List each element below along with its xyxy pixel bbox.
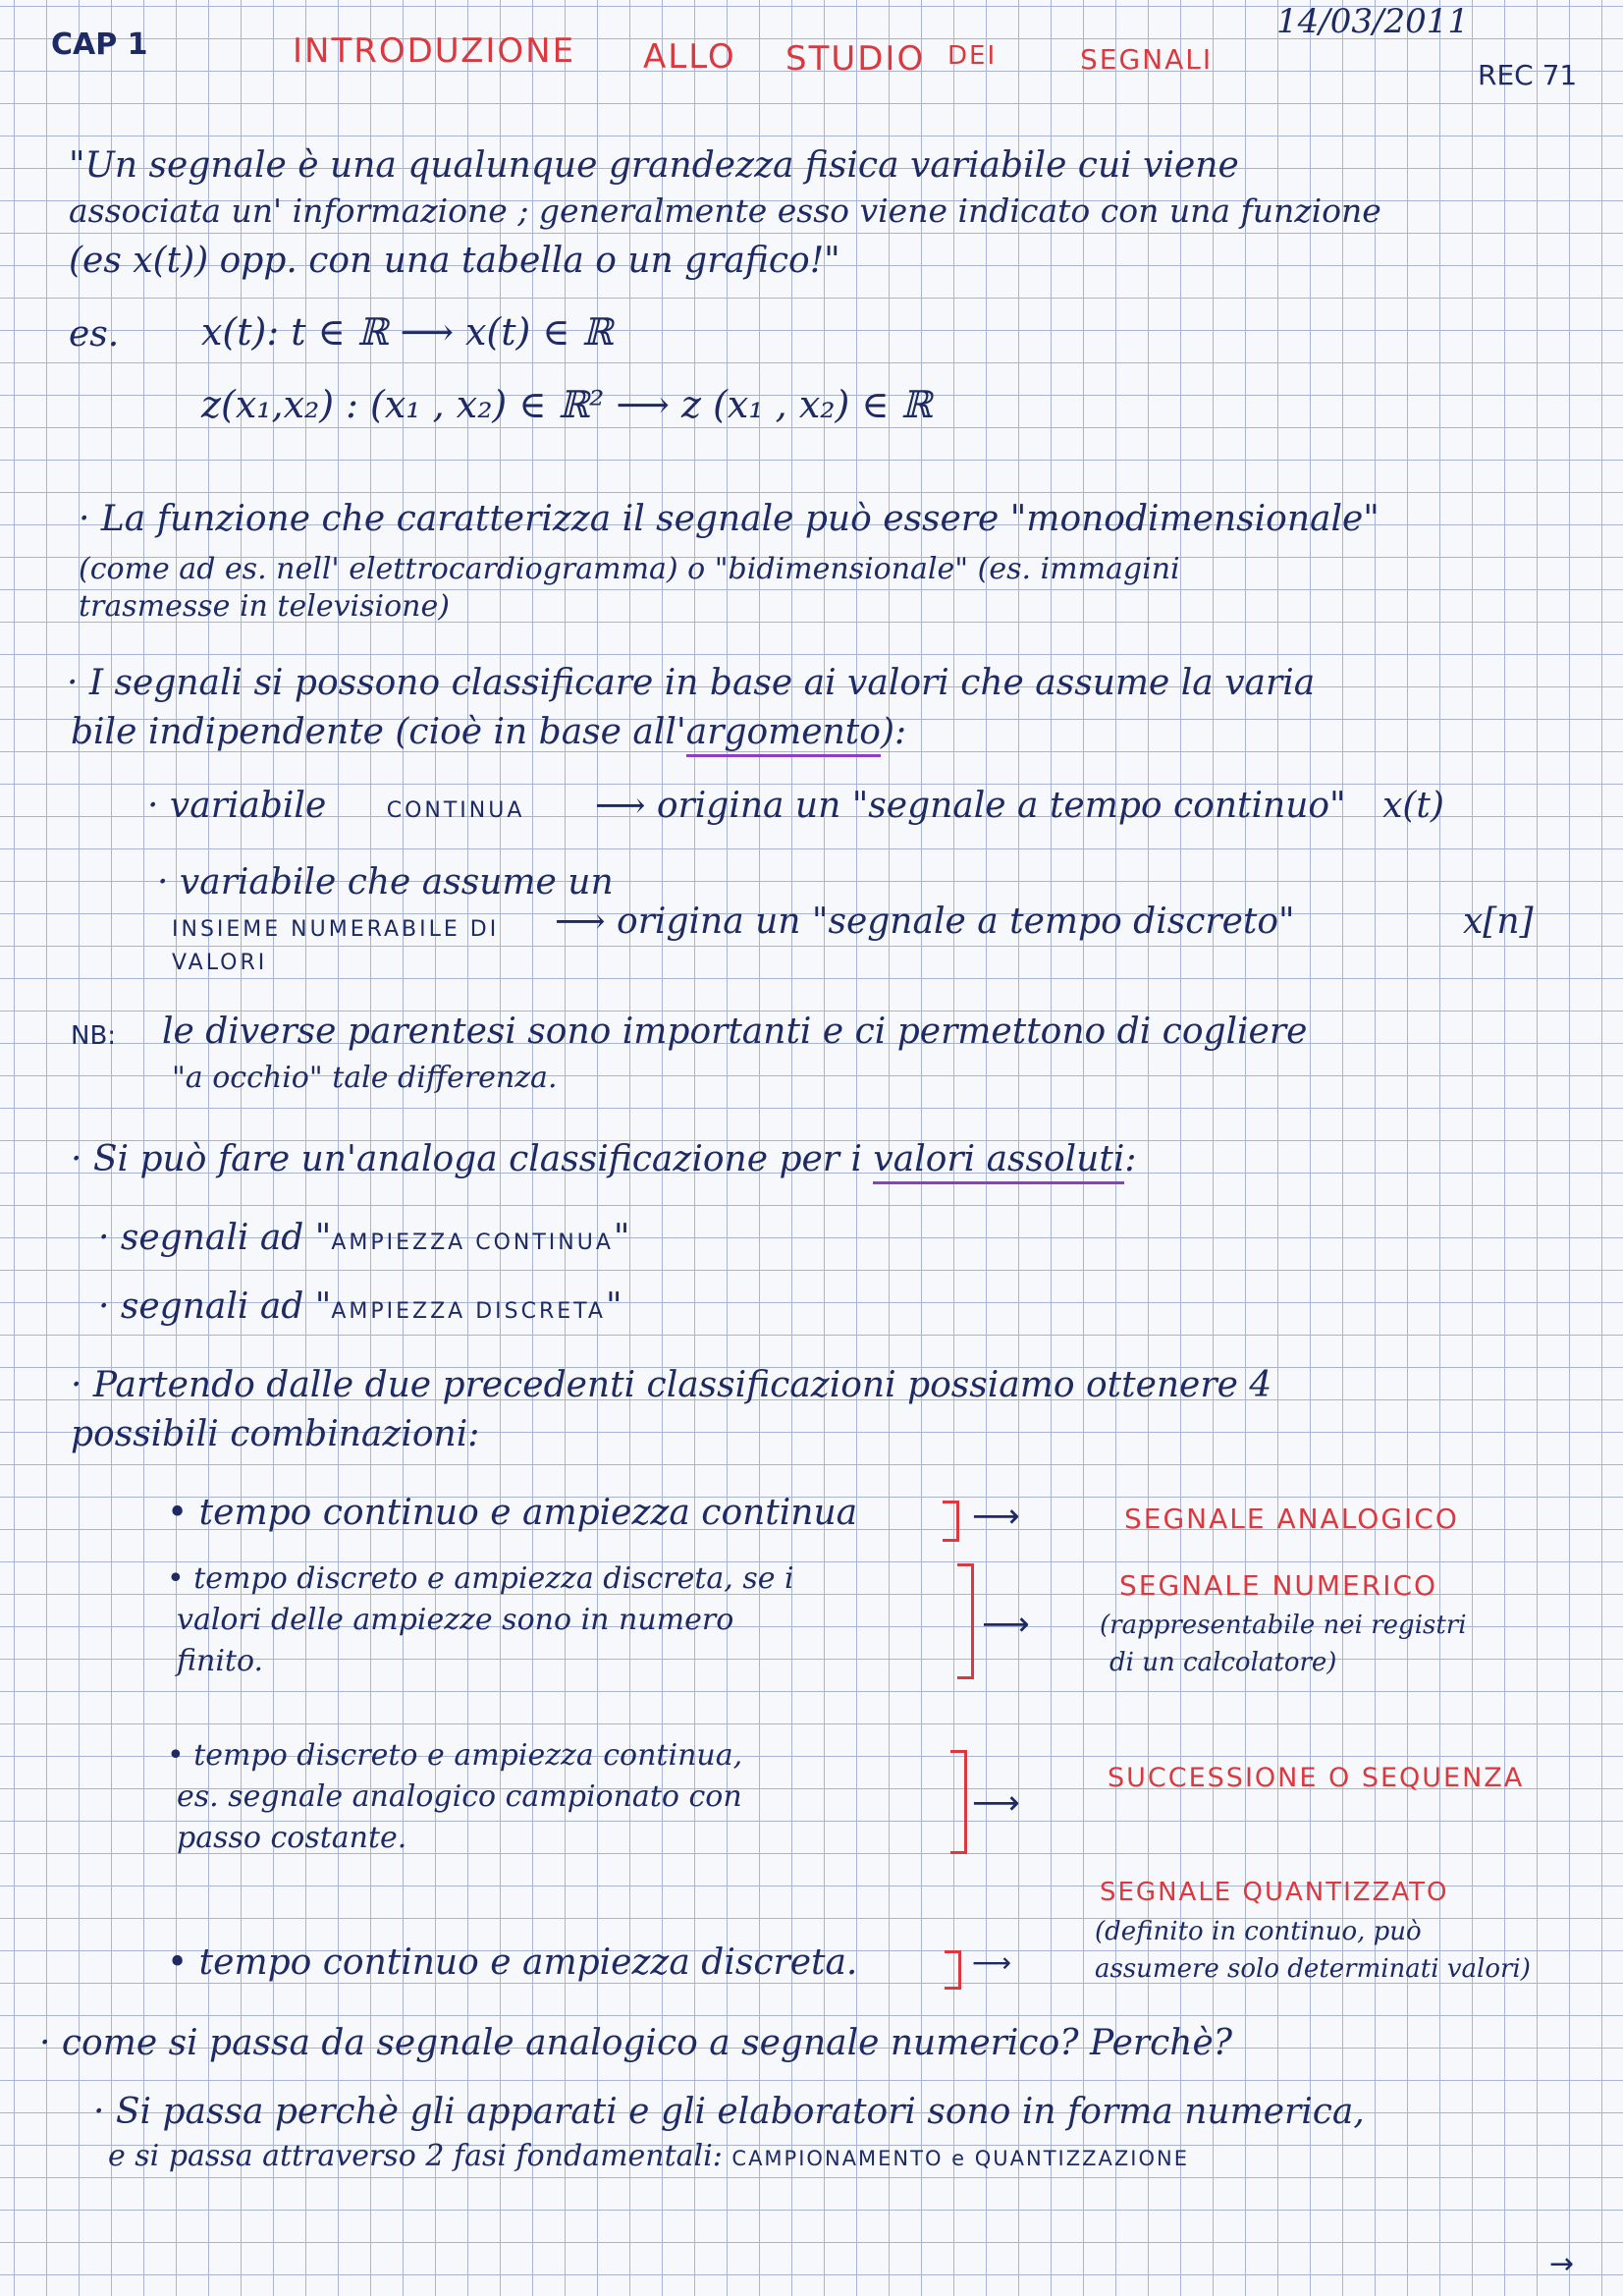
page-continue-arrow-icon: → (1549, 2247, 1575, 2281)
combo-2-note-1: (rappresentabile nei registri (1100, 1611, 1467, 1640)
discrete-amplitude-item (98, 1286, 622, 1327)
combo-2-note-2: di un calcolatore) (1109, 1648, 1337, 1677)
reference-code: REC 71 (1478, 59, 1578, 91)
var-discreta-result: ⟶ origina un "segnale a tempo discreto" (555, 902, 1295, 942)
para2-line-2-end: ): (880, 712, 907, 752)
combo-2-bracket (957, 1563, 974, 1679)
combo-4-result: SEGNALE QUANTIZZATO (1100, 1878, 1449, 1907)
combo-1-bracket (943, 1501, 959, 1542)
para3-line-1 (71, 1139, 1136, 1179)
var-discreta-label: · variabile che assume un (157, 862, 614, 902)
continua-caps: CONTINUA (386, 798, 525, 823)
discrete-amplitude-close: " (605, 1286, 622, 1327)
nb-line-2: "a occhio" tale differenza. (172, 1061, 558, 1095)
para1-line-3: trasmesse in televisione) (79, 589, 450, 624)
combo-4-line-1: • tempo continuo e ampiezza discreta. (167, 1942, 858, 1983)
title-word-4: DEI (947, 41, 998, 71)
date: 14/03/2011 (1276, 2, 1469, 41)
combo-2-arrow-icon: ⟶ (982, 1605, 1030, 1644)
combo-2-line-1: • tempo discreto e ampiezza discreta, se i (167, 1561, 794, 1596)
var-continua-item (147, 786, 1444, 826)
nb-line-1: le diverse parentesi sono importanti e ci permettono di cogliere (162, 1011, 1308, 1052)
title-word-2: ALLO (643, 37, 736, 77)
combo-4-bracket (945, 1950, 961, 1990)
phases-caps: CAMPIONAMENTO e QUANTIZZAZIONE (731, 2147, 1189, 2170)
combo-2-line-3: finito. (177, 1644, 264, 1678)
var-continua-notation: x(t) (1382, 786, 1444, 826)
combo-3-line-1: • tempo discreto e ampiezza continua, (167, 1738, 743, 1773)
combo-1-result: SEGNALE ANALOGICO (1124, 1503, 1459, 1535)
combo-3-result: SUCCESSIONE O SEQUENZA (1108, 1763, 1525, 1793)
continuous-amplitude-caps: AMPIEZZA CONTINUA (331, 1230, 614, 1255)
title-word-5: SEGNALI (1080, 43, 1214, 76)
title-word-1: INTRODUZIONE (293, 31, 576, 71)
discrete-amplitude-text: · segnali ad " (98, 1286, 332, 1327)
var-discreta-caps-2: VALORI (172, 951, 268, 975)
combo-2-line-2: valori delle ampiezze sono in numero (177, 1603, 734, 1637)
para3-line-1-end: : (1124, 1139, 1137, 1179)
nb-label: NB: (71, 1021, 117, 1051)
intro-line-1: "Un segnale è una qualunque grandezza fisica variabile cui viene (69, 145, 1239, 186)
examples-prefix: es. (69, 314, 120, 355)
combo-3-bracket (950, 1750, 967, 1854)
combo-4-note-2: assumere solo determinati valori) (1095, 1954, 1531, 1984)
combo-4-note-1: (definito in continuo, può (1095, 1917, 1422, 1946)
para3-line-1-text: · Si può fare un'analoga classificazione per i (71, 1139, 862, 1179)
combo-3-line-2: es. segnale analogico campionato con (177, 1779, 742, 1814)
para4-line-1: · Partendo dalle due precedenti classificazioni possiamo ottenere 4 (71, 1365, 1272, 1405)
para2-line-1: · I segnali si possono classificare in base ai valori che assume la varia (67, 663, 1316, 703)
para5-line-3 (108, 2139, 1189, 2173)
continuous-amplitude-close: " (613, 1218, 630, 1258)
para1-line-2: (come ad es. nell' elettrocardiogramma) o "bidimensionale" (es. immagini (79, 552, 1180, 586)
title-word-3: STUDIO (785, 39, 926, 79)
combo-1-line-1: • tempo continuo e ampiezza continua (167, 1493, 858, 1533)
var-discreta-caps-1: INSIEME NUMERABILE DI (172, 917, 500, 942)
intro-line-2: associata un' informazione ; generalmente esso viene indicato con una funzione (69, 191, 1381, 230)
para5-line-1: · come si passa da segnale analogico a segnale numerico? Perchè? (39, 2023, 1233, 2063)
example-equation-1: x(t): t ∈ ℝ ⟶ x(t) ∈ ℝ (201, 310, 614, 354)
var-continua-result: ⟶ origina un "segnale a tempo continuo" (594, 786, 1346, 826)
var-discreta-notation: x[n] (1463, 902, 1534, 942)
continuous-amplitude-text: · segnali ad " (98, 1218, 332, 1258)
example-equation-2: z(x₁,x₂) : (x₁ , x₂) ∈ ℝ² ⟶ z (x₁ , x₂) ∈ ℝ (201, 383, 933, 426)
var-continua-label: · variabile (147, 786, 327, 826)
discrete-amplitude-caps: AMPIEZZA DISCRETA (331, 1299, 606, 1324)
intro-line-3: (es x(t)) opp. con una tabella o un grafico!" (69, 241, 840, 281)
para2-line-2 (71, 712, 906, 752)
para2-line-2-text: bile indipendente (cioè in base all' (71, 712, 686, 752)
combo-4-arrow-icon: ⟶ (972, 1946, 1012, 1979)
para5-line-2: · Si passa perchè gli apparati e gli elaboratori sono in forma numerica, (93, 2092, 1365, 2132)
combo-3-arrow-icon: ⟶ (972, 1783, 1020, 1823)
absolute-values-underlined: valori assoluti (873, 1139, 1124, 1184)
continuous-amplitude-item (98, 1218, 629, 1258)
combo-2-result: SEGNALE NUMERICO (1119, 1569, 1438, 1602)
para5-line-3-text: e si passa attraverso 2 fasi fondamentali: (108, 2139, 723, 2173)
combo-3-line-3: passo costante. (177, 1821, 407, 1855)
para4-line-2: possibili combinazioni: (71, 1414, 480, 1454)
chapter-label: CAP 1 (51, 27, 148, 62)
argument-underlined: argomento (686, 712, 881, 757)
para1-line-1: · La funzione che caratterizza il segnale può essere "monodimensionale" (79, 499, 1380, 539)
combo-1-arrow-icon: ⟶ (972, 1497, 1020, 1536)
